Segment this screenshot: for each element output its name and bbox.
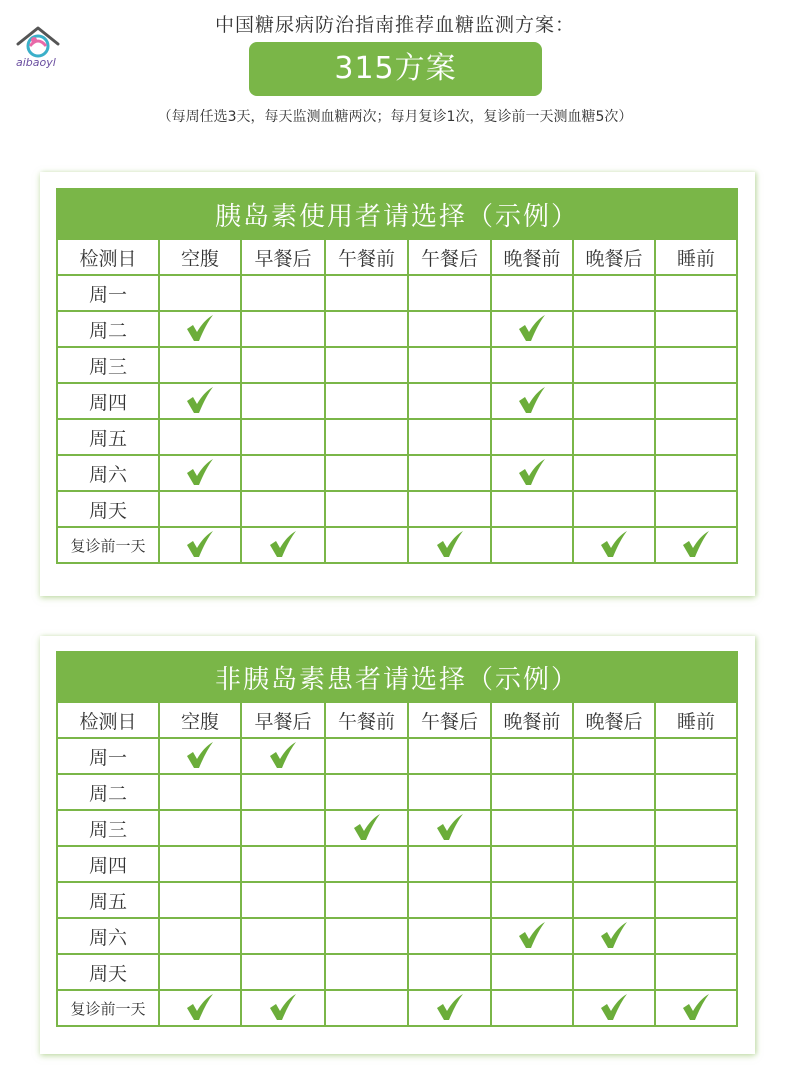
checkmark-icon (516, 921, 548, 951)
checkmark-icon (267, 530, 299, 560)
check-cell (491, 491, 573, 527)
check-cell (325, 527, 408, 563)
check-cell (159, 954, 241, 990)
checkmark-icon (516, 314, 548, 344)
check-cell (491, 738, 573, 774)
check-cell (655, 455, 737, 491)
check-cell (159, 419, 241, 455)
checkmark-icon (598, 993, 630, 1023)
checkmark-icon (516, 386, 548, 416)
check-cell (241, 882, 325, 918)
check-cell (573, 846, 655, 882)
checkmark-icon (267, 993, 299, 1023)
check-cell (491, 882, 573, 918)
check-cell (241, 419, 325, 455)
check-cell (159, 383, 241, 419)
check-cell (573, 455, 655, 491)
check-cell (325, 954, 408, 990)
column-header: 晚餐前 (491, 702, 573, 738)
check-cell (655, 738, 737, 774)
checkmark-icon (434, 993, 466, 1023)
check-cell (408, 882, 491, 918)
check-cell (655, 918, 737, 954)
check-cell (573, 383, 655, 419)
column-header: 检测日 (57, 702, 159, 738)
check-cell (655, 383, 737, 419)
table-row (57, 918, 737, 954)
check-cell (491, 810, 573, 846)
check-cell (408, 383, 491, 419)
check-cell (573, 311, 655, 347)
check-cell (241, 347, 325, 383)
column-header-row (57, 239, 737, 275)
check-cell (491, 527, 573, 563)
check-cell (408, 918, 491, 954)
check-cell (573, 738, 655, 774)
column-header: 午餐后 (408, 702, 491, 738)
check-cell (159, 774, 241, 810)
table-row (57, 738, 737, 774)
check-cell (159, 275, 241, 311)
check-cell (573, 774, 655, 810)
check-cell (573, 527, 655, 563)
column-header: 检测日 (57, 239, 159, 275)
check-cell (655, 846, 737, 882)
check-cell (573, 990, 655, 1026)
check-cell (491, 419, 573, 455)
checkmark-icon (598, 530, 630, 560)
check-cell (655, 774, 737, 810)
table-row (57, 311, 737, 347)
check-cell (408, 455, 491, 491)
day-label: 周五 (57, 882, 159, 918)
table-row (57, 383, 737, 419)
check-cell (241, 846, 325, 882)
day-label: 周三 (57, 810, 159, 846)
check-cell (573, 810, 655, 846)
check-cell (655, 311, 737, 347)
check-cell (408, 491, 491, 527)
column-header: 空腹 (159, 239, 241, 275)
check-cell (241, 383, 325, 419)
check-cell (159, 527, 241, 563)
check-cell (159, 810, 241, 846)
table-title: 非胰岛素患者请选择（示例） (57, 652, 737, 702)
table-row (57, 491, 737, 527)
day-label: 周六 (57, 918, 159, 954)
check-cell (655, 347, 737, 383)
column-header: 晚餐前 (491, 239, 573, 275)
column-header: 午餐后 (408, 239, 491, 275)
day-label: 周五 (57, 419, 159, 455)
check-cell (491, 918, 573, 954)
day-label: 周天 (57, 954, 159, 990)
check-cell (655, 491, 737, 527)
check-cell (491, 455, 573, 491)
check-cell (325, 311, 408, 347)
checkmark-icon (184, 530, 216, 560)
check-cell (573, 882, 655, 918)
column-header: 睡前 (655, 702, 737, 738)
check-cell (491, 383, 573, 419)
table-row (57, 810, 737, 846)
check-cell (325, 846, 408, 882)
checkmark-icon (184, 314, 216, 344)
checkmark-icon (184, 993, 216, 1023)
check-cell (655, 810, 737, 846)
day-label: 周一 (57, 738, 159, 774)
checkmark-icon (184, 741, 216, 771)
check-cell (241, 774, 325, 810)
table-row (57, 275, 737, 311)
check-cell (159, 846, 241, 882)
day-label: 周三 (57, 347, 159, 383)
day-label: 周六 (57, 455, 159, 491)
check-cell (241, 527, 325, 563)
day-label: 周四 (57, 846, 159, 882)
check-cell (573, 347, 655, 383)
check-cell (241, 738, 325, 774)
check-cell (491, 954, 573, 990)
check-cell (408, 527, 491, 563)
check-cell (159, 455, 241, 491)
day-label: 周天 (57, 491, 159, 527)
check-cell (655, 275, 737, 311)
table-row (57, 954, 737, 990)
column-header-row (57, 702, 737, 738)
column-header: 空腹 (159, 702, 241, 738)
check-cell (325, 774, 408, 810)
check-cell (573, 419, 655, 455)
checkmark-icon (516, 458, 548, 488)
check-cell (408, 774, 491, 810)
check-cell (325, 383, 408, 419)
page-title: 中国糖尿病防治指南推荐血糖监测方案： (214, 14, 575, 36)
table-row (57, 527, 737, 563)
plan-description: （每周任选3天，每天监测血糖两次；每月复诊1次，复诊前一天测血糖5次） (157, 109, 633, 125)
check-cell (573, 491, 655, 527)
check-cell (325, 882, 408, 918)
checkmark-icon (680, 993, 712, 1023)
check-cell (408, 347, 491, 383)
table-row (57, 882, 737, 918)
check-cell (325, 810, 408, 846)
check-cell (655, 954, 737, 990)
check-cell (325, 419, 408, 455)
check-cell (491, 990, 573, 1026)
check-cell (408, 810, 491, 846)
checkmark-icon (434, 813, 466, 843)
check-cell (159, 990, 241, 1026)
check-cell (241, 275, 325, 311)
check-cell (655, 882, 737, 918)
checkmark-icon (680, 530, 712, 560)
checkmark-icon (184, 458, 216, 488)
check-cell (655, 527, 737, 563)
day-label: 周四 (57, 383, 159, 419)
check-cell (408, 311, 491, 347)
checkmark-icon (267, 741, 299, 771)
column-header: 早餐后 (241, 239, 325, 275)
check-cell (573, 954, 655, 990)
check-cell (159, 311, 241, 347)
table-title: 胰岛素使用者请选择（示例） (57, 189, 737, 239)
table-row (57, 846, 737, 882)
checkmark-icon (434, 530, 466, 560)
column-header: 睡前 (655, 239, 737, 275)
check-cell (159, 738, 241, 774)
check-cell (573, 275, 655, 311)
column-header: 晚餐后 (573, 239, 655, 275)
check-cell (325, 990, 408, 1026)
table-row (57, 347, 737, 383)
check-cell (573, 918, 655, 954)
insulin-schedule-table (56, 188, 738, 564)
checkmark-icon (351, 813, 383, 843)
check-cell (408, 419, 491, 455)
check-cell (325, 347, 408, 383)
check-cell (325, 275, 408, 311)
check-cell (241, 311, 325, 347)
check-cell (655, 419, 737, 455)
logo-text: aibaoyl (16, 56, 56, 69)
day-label: 周二 (57, 311, 159, 347)
check-cell (241, 954, 325, 990)
check-cell (491, 846, 573, 882)
check-cell (241, 810, 325, 846)
check-cell (325, 455, 408, 491)
check-cell (241, 918, 325, 954)
column-header: 早餐后 (241, 702, 325, 738)
check-cell (408, 275, 491, 311)
check-cell (325, 738, 408, 774)
check-cell (159, 882, 241, 918)
column-header: 午餐前 (325, 702, 408, 738)
table-row (57, 455, 737, 491)
check-cell (408, 738, 491, 774)
check-cell (408, 846, 491, 882)
check-cell (241, 491, 325, 527)
check-cell (655, 990, 737, 1026)
check-cell (159, 347, 241, 383)
check-cell (241, 990, 325, 1026)
check-cell (491, 347, 573, 383)
check-cell (325, 918, 408, 954)
check-cell (325, 491, 408, 527)
column-header: 晚餐后 (573, 702, 655, 738)
check-cell (408, 954, 491, 990)
table-row (57, 990, 737, 1026)
plan-badge: 315方案 (249, 42, 542, 96)
table-row (57, 419, 737, 455)
check-cell (241, 455, 325, 491)
table-row (57, 774, 737, 810)
check-cell (408, 990, 491, 1026)
checkmark-icon (598, 921, 630, 951)
day-label: 周二 (57, 774, 159, 810)
non-insulin-schedule-table (56, 651, 738, 1027)
day-label: 复诊前一天 (57, 527, 159, 563)
check-cell (159, 918, 241, 954)
check-cell (159, 491, 241, 527)
day-label: 周一 (57, 275, 159, 311)
column-header: 午餐前 (325, 239, 408, 275)
check-cell (491, 311, 573, 347)
check-cell (491, 774, 573, 810)
checkmark-icon (184, 386, 216, 416)
day-label: 复诊前一天 (57, 990, 159, 1026)
check-cell (491, 275, 573, 311)
